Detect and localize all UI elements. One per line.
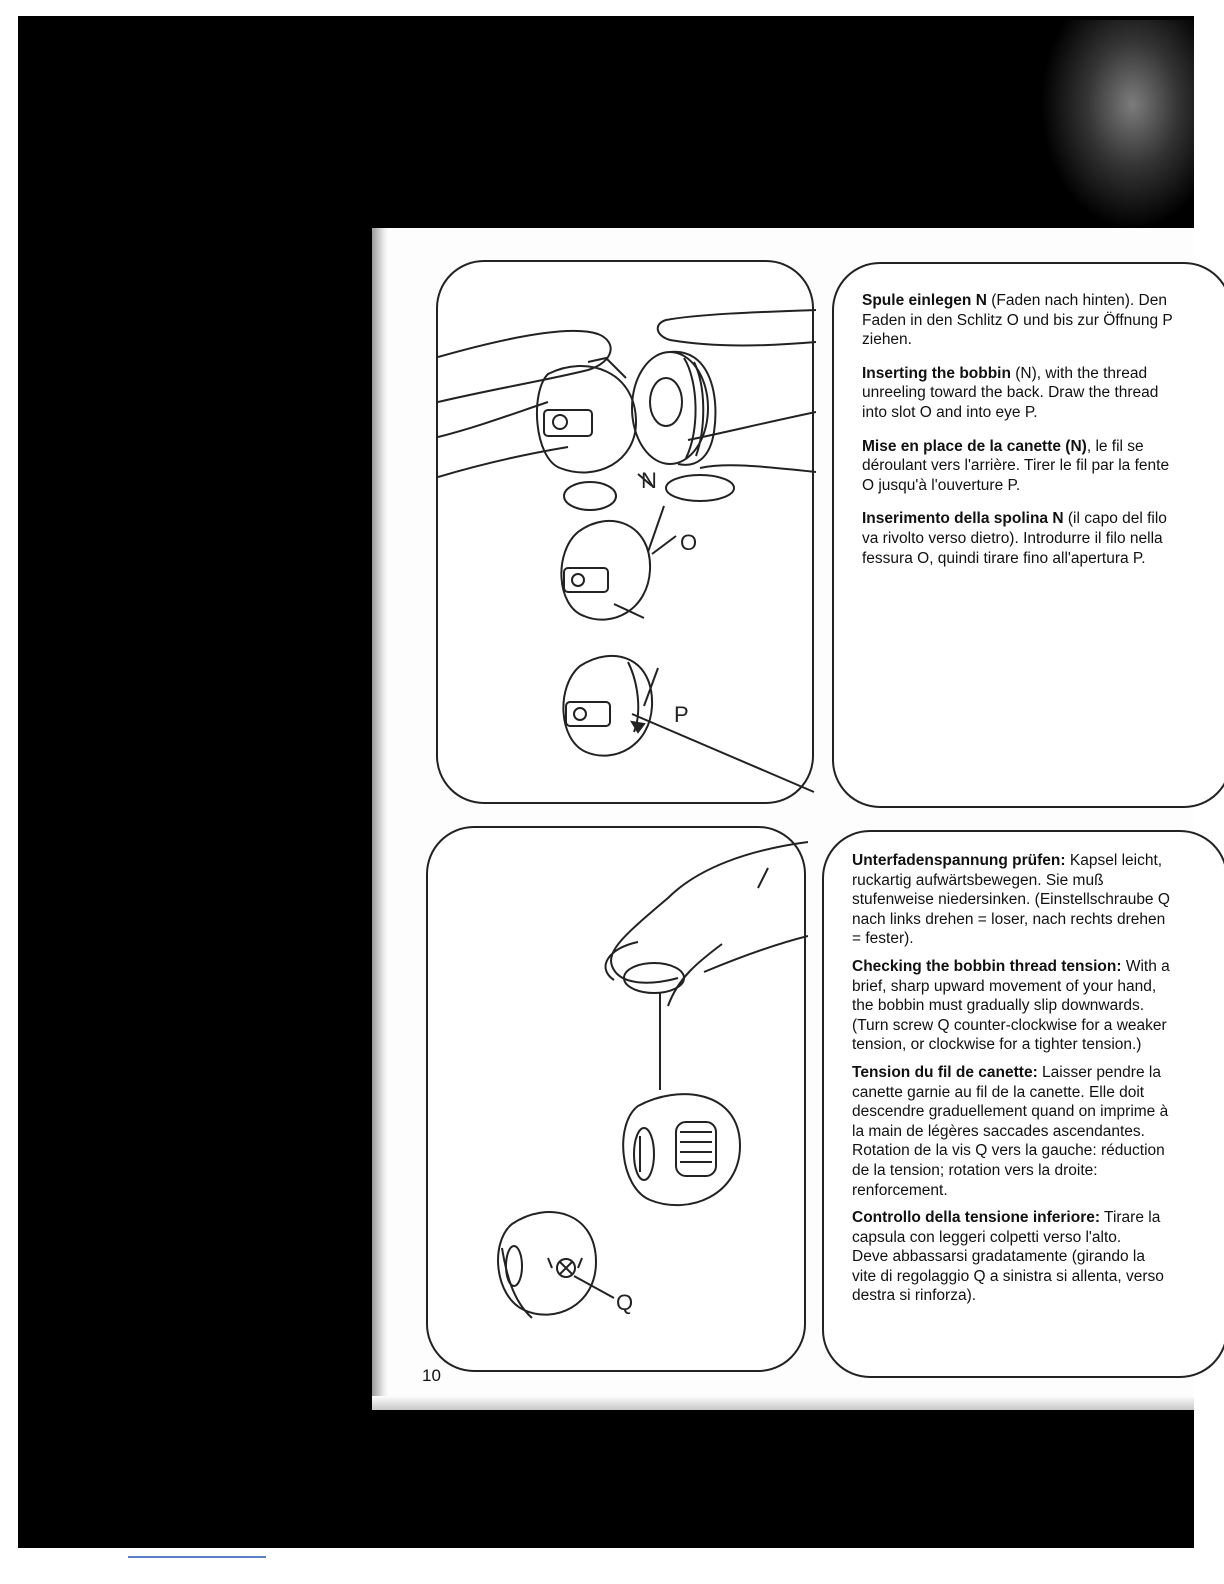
scan-smudge <box>1040 20 1194 230</box>
label-o: O <box>680 530 698 555</box>
insert-en-heading: Inserting the bobbin <box>862 364 1011 382</box>
tension-it <box>852 1208 1172 1306</box>
tension-fr <box>852 1063 1172 1200</box>
tension-de <box>852 851 1172 949</box>
illustration-bobbin-insert <box>436 260 814 804</box>
insert-fr-heading: Mise en place de la canette (N) <box>862 437 1087 455</box>
insert-it-heading: Inserimento della spolina N <box>862 510 1064 528</box>
tension-en-heading: Checking the bobbin thread tension: <box>852 957 1122 975</box>
tension-it-text: Tirare la capsula con leggeri colpetti verso l'alto. <box>852 1209 1161 1246</box>
insert-fr-text: , le fil se déroulant vers l'arrière. Tirer le fil par la fente O jusqu'à l'ouverture P. <box>862 437 1170 494</box>
bobbin-insert-drawing <box>438 262 816 806</box>
tension-check-drawing <box>428 828 808 1374</box>
page-number: 10 <box>422 1366 441 1385</box>
insert-en <box>862 364 1182 423</box>
page-edge <box>372 228 388 1410</box>
insert-de-text: (Faden nach hinten). Den Faden in den Schlitz O und bis zur Öffnung P ziehen. <box>862 292 1173 349</box>
page-bottom-edge <box>372 1396 1194 1410</box>
tension-it-text2: Deve abbassarsi gradatamente (girando la vite di regolaggio Q a sinistra si allenta, verso destra si rinforza). <box>852 1248 1164 1305</box>
insert-it-text: (il capo del filo va rivolto verso dietro). Introdurre il filo nella fessura O, quindi tirare fino all'apertura P. <box>862 510 1167 567</box>
footer-underline <box>128 1556 266 1558</box>
illustration-tension-check <box>426 826 806 1372</box>
label-n: N <box>641 468 657 493</box>
tension-en <box>852 957 1172 1055</box>
insert-de <box>862 291 1182 350</box>
tension-instructions <box>852 851 1172 1306</box>
tension-it-heading: Controllo della tensione inferiore: <box>852 1209 1101 1227</box>
tension-fr-heading: Tension du fil de canette: <box>852 1063 1038 1081</box>
insert-fr <box>862 437 1182 496</box>
insert-instructions <box>862 291 1182 582</box>
insert-it <box>862 509 1182 568</box>
label-q: Q <box>616 1290 634 1315</box>
tension-de-text: Kapsel leicht, ruckartig aufwärtsbewegen. Sie muß stufenweise niedersinken. (Einstellschraube Q nach links drehen = loser, nach rechts drehen = fester). <box>852 852 1170 948</box>
tension-fr-text: Laisser pendre la canette garnie au fil de la canette. Elle doit descendre graduellement quand on imprime à la main de légères saccades ascendantes. Rotation de la vis Q vers la gauche: réduction de la tension; rotation vers la droite: renforcement. <box>852 1063 1169 1199</box>
tension-en-text: With a brief, sharp upward movement of your hand, the bobbin must gradually slip downwards. (Turn screw Q counter-clockwise for a weaker tension, or clockwise for a tighter tension.) <box>852 957 1170 1054</box>
insert-en-text: (N), with the thread unreeling toward the back. Draw the thread into slot O and into eye P. <box>862 364 1159 421</box>
label-p: P <box>674 702 689 727</box>
insert-de-heading: Spule einlegen N <box>862 292 987 309</box>
tension-de-heading: Unterfadenspannung prüfen: <box>852 852 1066 869</box>
